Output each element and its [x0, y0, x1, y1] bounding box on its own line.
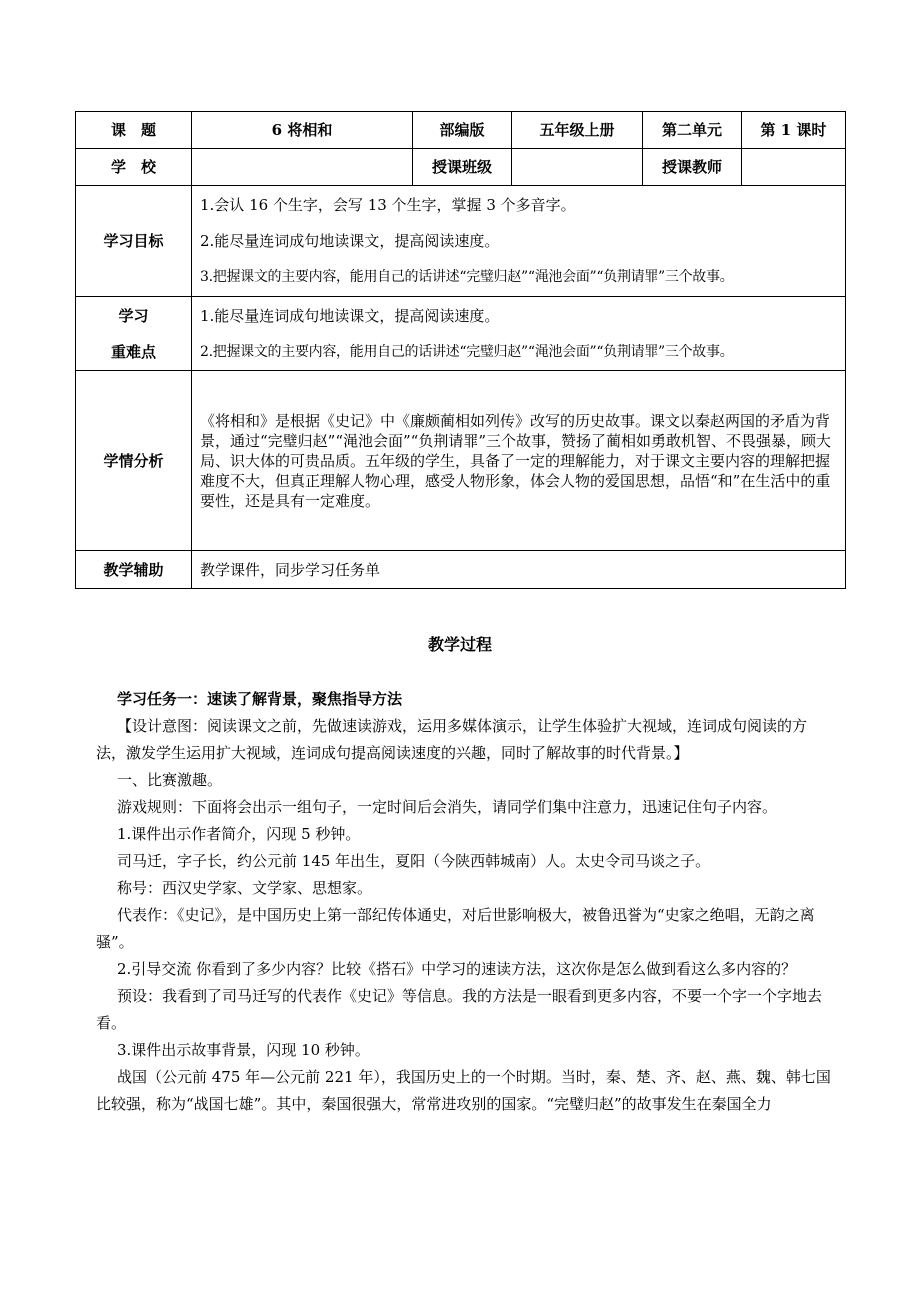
school-label: 学 校	[76, 149, 192, 186]
teacher-label: 授课教师	[643, 149, 742, 186]
table-row	[76, 297, 846, 371]
step-item: 3.课件出示故事背景，闪现 10 秒钟。	[117, 1041, 370, 1059]
table-row	[76, 149, 846, 186]
keypoints-content	[192, 297, 846, 371]
step-item: 2.引导交流 你看到了多少内容？比较《搭石》中学习的速读方法，这次你是怎么做到看这么多内容的？	[117, 960, 797, 978]
keypoint-item: 1.能尽量连词成句地读课文，提高阅读速度。	[200, 306, 500, 325]
teacher-value	[742, 149, 846, 186]
table-row	[76, 112, 846, 149]
task-heading: 学习任务一：速读了解背景，聚焦指导方法	[117, 690, 403, 708]
story-background: 战国（公元前 475 年—公元前 221 年），我国历史上的一个时期。当时，秦、楚、齐、赵、燕、魏、韩七国比较强，称为“战国七雄”。其中，秦国很强大，常常进攻别的国家。“完璧归赵”的故事发生在秦国全力	[96, 1068, 831, 1113]
design-intent: 【设计意图：阅读课文之前，先做速读游戏，运用多媒体演示，让学生体验扩大视域，连词成句阅读的方法，激发学生运用扩大视域，连词成句提高阅读速度的兴趣，同时了解故事的时代背景。】	[96, 717, 808, 762]
game-rules: 游戏规则：下面将会出示一组句子，一定时间后会消失，请同学们集中注意力，迅速记住句子内容。	[117, 798, 778, 816]
lesson-title: 6 将相和	[192, 112, 413, 149]
process-body	[96, 686, 836, 1118]
table-row	[76, 371, 846, 551]
process-title: 教学过程	[427, 635, 492, 654]
aids-content: 教学课件，同步学习任务单	[192, 551, 846, 589]
goal-item: 2.能尽量连词成句地读课文，提高阅读速度。	[200, 232, 500, 250]
author-work: 代表作：《史记》，是中国历史上第一部纪传体通史，对后世影响极大，被鲁迅誉为“史家之绝唱，无韵之离骚”。	[96, 906, 815, 951]
goal-item: 1.会认 16 个生字，会写 13 个生字，掌握 3 个多音字。	[200, 196, 576, 214]
table-row	[76, 186, 846, 297]
lesson-info-table	[75, 111, 846, 589]
topic-label: 课 题	[76, 112, 192, 149]
keypoints-label: 学习 重难点	[76, 297, 192, 371]
class-label: 授课班级	[413, 149, 512, 186]
step-heading: 一、比赛激趣。	[117, 771, 223, 789]
table-row	[76, 551, 846, 589]
preset-answer: 预设：我看到了司马迁写的代表作《史记》等信息。我的方法是一眼看到更多内容，不要一个字一个字地去看。	[96, 987, 823, 1032]
author-title: 称号：西汉史学家、文学家、思想家。	[117, 879, 373, 897]
author-bio: 司马迁，字子长，约公元前 145 年出生，夏阳（今陕西韩城南）人。太史令司马谈之子。	[117, 852, 711, 870]
step-item: 1.课件出示作者简介，闪现 5 秒钟。	[117, 825, 361, 843]
school-value	[192, 149, 413, 186]
analysis-label: 学情分析	[76, 371, 192, 551]
goals-label: 学习目标	[76, 186, 192, 297]
grade-cell: 五年级上册	[512, 112, 643, 149]
unit-cell: 第二单元	[643, 112, 742, 149]
analysis-content: 《将相和》是根据《史记》中《廉颇蔺相如列传》改写的历史故事。课文以秦赵两国的矛盾为背景，通过“完璧归赵”“渑池会面”“负荆请罪”三个故事，赞扬了蔺相如勇敢机智、不畏强暴，顾大局、识大体的可贵品质。五年级的学生，具备了一定的理解能力，对于课文主要内容的理解把握难度不大，但真正理解人物心理，感受人物形象，体会人物的爱国思想，品悟“和”在生活中的重要性，还是具有一定难度。	[192, 371, 846, 551]
edition-cell: 部编版	[413, 112, 512, 149]
goals-content	[192, 186, 846, 297]
aids-label: 教学辅助	[76, 551, 192, 589]
goal-item: 3.把握课文的主要内容，能用自己的话讲述“完璧归赵”“渑池会面”“负荆请罪”三个故事。	[200, 269, 734, 285]
keypoint-item: 2.把握课文的主要内容，能用自己的话讲述“完璧归赵”“渑池会面”“负荆请罪”三个故事。	[200, 343, 734, 360]
lesson-number-cell: 第 1 课时	[742, 112, 846, 149]
class-value	[512, 149, 643, 186]
